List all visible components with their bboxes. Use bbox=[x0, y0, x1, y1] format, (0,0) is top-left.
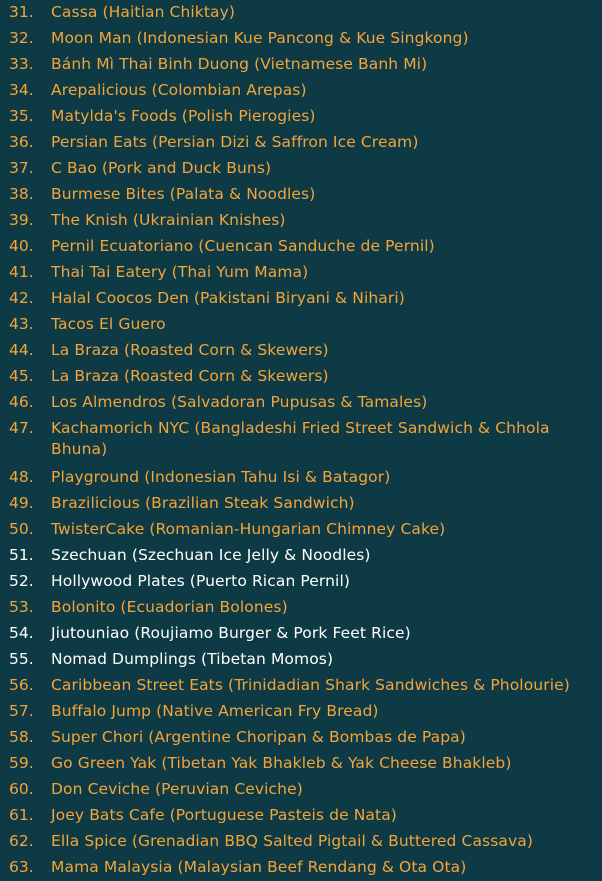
vendor-name: Tacos El Guero bbox=[51, 315, 166, 333]
item-number: 33. bbox=[9, 55, 34, 73]
list-item bbox=[9, 751, 594, 777]
item-number: 40. bbox=[9, 237, 34, 255]
vendor-name: Super Chori (Argentine Choripan & Bombas de Papa) bbox=[51, 728, 466, 746]
item-number: 48. bbox=[9, 468, 34, 486]
vendor-name: La Braza (Roasted Corn & Skewers) bbox=[51, 367, 329, 385]
vendor-name: Moon Man (Indonesian Kue Pancong & Kue Singkong) bbox=[51, 29, 469, 47]
vendor-name: Jiutouniao (Roujiamo Burger & Pork Feet Rice) bbox=[51, 624, 411, 642]
list-item bbox=[9, 182, 594, 208]
list-item bbox=[9, 595, 594, 621]
vendor-name: Caribbean Street Eats (Trinidadian Shark Sandwiches & Pholourie) bbox=[51, 676, 570, 694]
item-number: 53. bbox=[9, 598, 34, 616]
list-item bbox=[9, 312, 594, 338]
item-number: 61. bbox=[9, 806, 34, 824]
vendor-name: Bolonito (Ecuadorian Bolones) bbox=[51, 598, 288, 616]
list-item bbox=[9, 829, 594, 855]
vendor-name: Ella Spice (Grenadian BBQ Salted Pigtail & Buttered Cassava) bbox=[51, 832, 534, 850]
item-number: 44. bbox=[9, 341, 34, 359]
list-item bbox=[9, 390, 594, 416]
vendor-name: Joey Bats Cafe (Portuguese Pasteis de Nata) bbox=[51, 806, 397, 824]
list-item bbox=[9, 777, 594, 803]
list-item bbox=[9, 491, 594, 517]
vendor-name: Szechuan (Szechuan Ice Jelly & Noodles) bbox=[51, 546, 371, 564]
item-number: 51. bbox=[9, 546, 34, 564]
list-item bbox=[9, 647, 594, 673]
vendor-name: Arepalicious (Colombian Arepas) bbox=[51, 81, 307, 99]
list-item bbox=[9, 104, 594, 130]
item-number: 58. bbox=[9, 728, 34, 746]
list-item bbox=[9, 543, 594, 569]
vendor-name: C Bao (Pork and Duck Buns) bbox=[51, 159, 272, 177]
list-item bbox=[9, 364, 594, 390]
list-item bbox=[9, 699, 594, 725]
list-item bbox=[9, 338, 594, 364]
item-number: 49. bbox=[9, 494, 34, 512]
vendor-name: Persian Eats (Persian Dizi & Saffron Ice Cream) bbox=[51, 133, 419, 151]
item-number: 43. bbox=[9, 315, 34, 333]
vendor-name: Kachamorich NYC (Bangladeshi Fried Street Sandwich & Chhola Bhuna) bbox=[51, 419, 550, 458]
item-number: 55. bbox=[9, 650, 34, 668]
item-number: 54. bbox=[9, 624, 34, 642]
item-number: 37. bbox=[9, 159, 34, 177]
vendor-name: The Knish (Ukrainian Knishes) bbox=[51, 211, 286, 229]
vendor-name: Cassa (Haitian Chiktay) bbox=[51, 3, 236, 21]
list-item bbox=[9, 725, 594, 751]
item-number: 31. bbox=[9, 3, 34, 21]
vendor-name: Burmese Bites (Palata & Noodles) bbox=[51, 185, 316, 203]
item-number: 59. bbox=[9, 754, 34, 772]
list-item bbox=[9, 26, 594, 52]
vendor-name: Hollywood Plates (Puerto Rican Pernil) bbox=[51, 572, 351, 590]
vendor-name: Brazilicious (Brazilian Steak Sandwich) bbox=[51, 494, 355, 512]
item-number: 52. bbox=[9, 572, 34, 590]
item-number: 36. bbox=[9, 133, 34, 151]
vendor-name: La Braza (Roasted Corn & Skewers) bbox=[51, 341, 329, 359]
list-item bbox=[9, 416, 594, 465]
item-number: 50. bbox=[9, 520, 34, 538]
vendor-name: Bánh Mì Thai Binh Duong (Vietnamese Banh Mi) bbox=[51, 55, 428, 73]
vendor-name: Buffalo Jump (Native American Fry Bread) bbox=[51, 702, 379, 720]
list-item bbox=[9, 803, 594, 829]
item-number: 42. bbox=[9, 289, 34, 307]
list-item bbox=[9, 465, 594, 491]
list-item bbox=[9, 673, 594, 699]
item-number: 41. bbox=[9, 263, 34, 281]
item-number: 63. bbox=[9, 858, 34, 876]
item-number: 57. bbox=[9, 702, 34, 720]
list-item bbox=[9, 234, 594, 260]
vendor-name: Matylda's Foods (Polish Pierogies) bbox=[51, 107, 316, 125]
list-item bbox=[9, 569, 594, 595]
item-number: 35. bbox=[9, 107, 34, 125]
vendor-name: Los Almendros (Salvadoran Pupusas & Tamales) bbox=[51, 393, 428, 411]
vendor-name: Don Ceviche (Peruvian Ceviche) bbox=[51, 780, 303, 798]
vendor-name: Thai Tai Eatery (Thai Yum Mama) bbox=[51, 263, 309, 281]
item-number: 60. bbox=[9, 780, 34, 798]
vendor-name: Halal Coocos Den (Pakistani Biryani & Nihari) bbox=[51, 289, 405, 307]
item-number: 45. bbox=[9, 367, 34, 385]
item-number: 47. bbox=[9, 419, 34, 437]
vendor-name: Go Green Yak (Tibetan Yak Bhakleb & Yak Cheese Bhakleb) bbox=[51, 754, 512, 772]
item-number: 56. bbox=[9, 676, 34, 694]
item-number: 38. bbox=[9, 185, 34, 203]
list-item bbox=[9, 260, 594, 286]
list-item bbox=[9, 130, 594, 156]
item-number: 62. bbox=[9, 832, 34, 850]
vendor-name: Mama Malaysia (Malaysian Beef Rendang & Ota Ota) bbox=[51, 858, 467, 876]
list-item bbox=[9, 621, 594, 647]
list-item bbox=[9, 0, 594, 26]
vendor-name: TwisterCake (Romanian-Hungarian Chimney Cake) bbox=[51, 520, 446, 538]
list-item bbox=[9, 208, 594, 234]
list-item bbox=[9, 52, 594, 78]
item-number: 32. bbox=[9, 29, 34, 47]
item-number: 39. bbox=[9, 211, 34, 229]
item-number: 34. bbox=[9, 81, 34, 99]
vendor-name: Pernil Ecuatoriano (Cuencan Sanduche de Pernil) bbox=[51, 237, 435, 255]
list-item bbox=[9, 517, 594, 543]
list-item bbox=[9, 286, 594, 312]
list-item bbox=[9, 156, 594, 182]
list-item bbox=[9, 78, 594, 104]
vendor-name: Nomad Dumplings (Tibetan Momos) bbox=[51, 650, 334, 668]
vendor-name: Playground (Indonesian Tahu Isi & Batagor) bbox=[51, 468, 391, 486]
item-number: 46. bbox=[9, 393, 34, 411]
list-item bbox=[9, 855, 594, 881]
